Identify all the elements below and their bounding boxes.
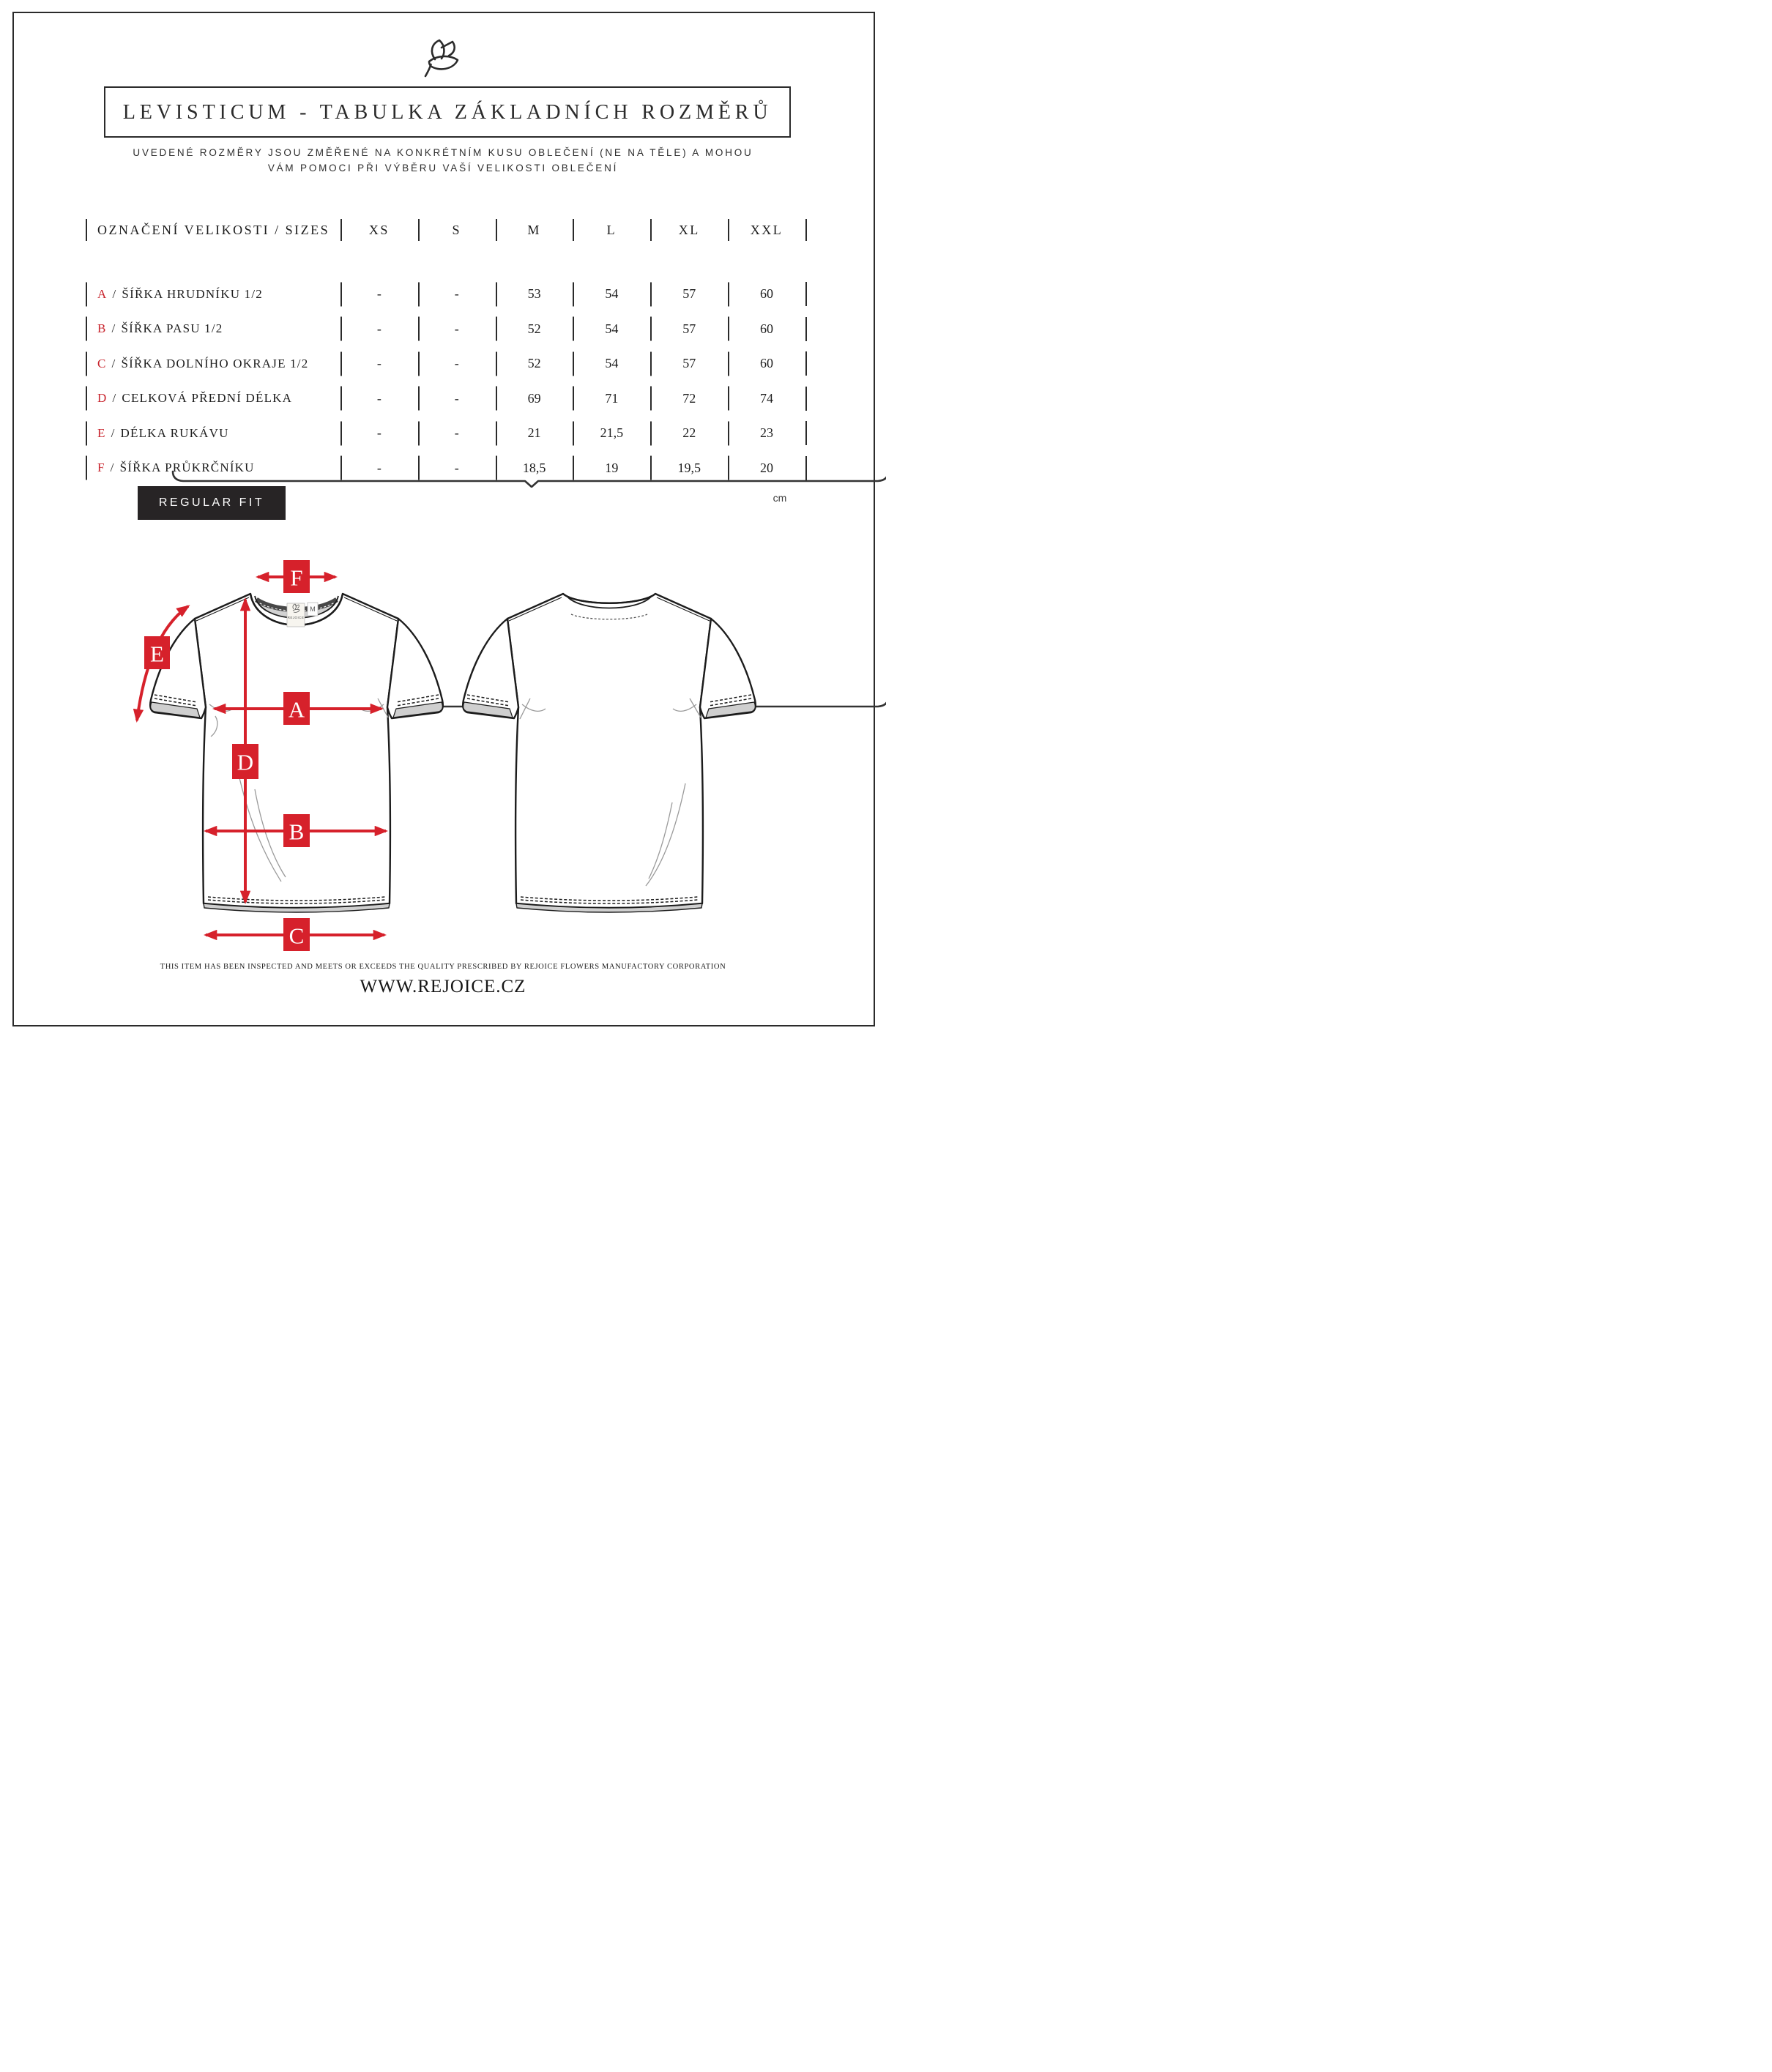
back-shirt xyxy=(463,594,756,912)
measure-value: 23 xyxy=(728,425,805,441)
table-row-a xyxy=(86,277,807,312)
measure-value: 57 xyxy=(650,356,728,371)
table-row-c xyxy=(86,346,807,381)
back-body xyxy=(507,594,711,908)
measure-value: 18,5 xyxy=(496,461,573,476)
measure-value: - xyxy=(418,356,496,371)
collar-brand-text: REJOICE xyxy=(287,616,305,619)
svg-text:D: D xyxy=(237,749,254,775)
collar-label xyxy=(287,603,305,627)
subtitle-line2: VÁM POMOCI PŘI VÝBĚRU VAŠÍ VELIKOSTI OBLEČENÍ xyxy=(267,163,619,174)
table-row-e xyxy=(86,416,807,451)
measure-value: - xyxy=(340,425,418,441)
measure-value: 21,5 xyxy=(573,425,650,441)
measure-value: 52 xyxy=(496,356,573,371)
page-title: LEVISTICUM - TABULKA ZÁKLADNÍCH ROZMĚRŮ xyxy=(122,100,773,124)
size-chart-page xyxy=(0,0,886,1036)
measure-label: F / ŠÍŘKA PRŮKRČNÍKU xyxy=(86,461,340,475)
measure-value: 69 xyxy=(496,391,573,406)
size-column-l: L xyxy=(573,223,650,238)
measure-value: 53 xyxy=(496,286,573,302)
measure-value: 71 xyxy=(573,391,650,406)
measure-value: 22 xyxy=(650,425,728,441)
measure-label: C / ŠÍŘKA DOLNÍHO OKRAJE 1/2 xyxy=(86,357,340,371)
sizes-header-label: OZNAČENÍ VELIKOSTI / SIZES xyxy=(86,223,340,238)
measure-value: 74 xyxy=(728,391,805,406)
table-row-f xyxy=(86,451,807,486)
measure-label: D / CELKOVÁ PŘEDNÍ DÉLKA xyxy=(86,391,340,406)
table-row-d xyxy=(86,381,807,417)
measure-value: 60 xyxy=(728,286,805,302)
measure-value: 57 xyxy=(650,286,728,302)
measure-label: B / ŠÍŘKA PASU 1/2 xyxy=(86,321,340,336)
measure-value: 72 xyxy=(650,391,728,406)
svg-text:A: A xyxy=(288,696,305,723)
measure-value: - xyxy=(418,321,496,337)
measure-label: E / DÉLKA RUKÁVU xyxy=(86,426,340,441)
page-subtitle xyxy=(77,145,809,176)
size-column-xs: XS xyxy=(340,223,418,238)
svg-text:B: B xyxy=(288,819,305,845)
flower-logo-icon xyxy=(422,38,465,79)
size-table xyxy=(86,215,807,475)
front-body xyxy=(195,594,398,908)
tshirt-diagram xyxy=(0,542,886,966)
measure-value: - xyxy=(340,391,418,406)
size-column-xl: XL xyxy=(650,223,728,238)
measure-value: - xyxy=(418,425,496,441)
measure-value: 60 xyxy=(728,356,805,371)
measure-value: 20 xyxy=(728,461,805,476)
website-text: WWW.REJOICE.CZ xyxy=(360,977,526,996)
size-table-header-row xyxy=(86,215,807,245)
measure-value: - xyxy=(418,391,496,406)
measure-value: - xyxy=(418,286,496,302)
measure-value: 19 xyxy=(573,461,650,476)
measure-value: - xyxy=(418,461,496,476)
measure-value: 52 xyxy=(496,321,573,337)
measure-value: - xyxy=(340,286,418,302)
unit-label: cm xyxy=(773,492,787,504)
measure-value: - xyxy=(340,321,418,337)
regular-fit-badge: REGULAR FIT xyxy=(138,486,286,520)
measure-value: 57 xyxy=(650,321,728,337)
measure-value: 54 xyxy=(573,286,650,302)
measure-value: 19,5 xyxy=(650,461,728,476)
measure-value: 54 xyxy=(573,321,650,337)
size-column-s: S xyxy=(418,223,496,238)
title-box xyxy=(104,86,791,138)
measure-value: - xyxy=(340,356,418,371)
svg-text:F: F xyxy=(290,564,303,591)
measure-value: 60 xyxy=(728,321,805,337)
collar-size-text: M xyxy=(310,605,316,613)
table-row-b xyxy=(86,312,807,347)
svg-text:C: C xyxy=(288,923,305,949)
measure-label: A / ŠÍŘKA HRUDNÍKU 1/2 xyxy=(86,287,340,302)
front-shirt xyxy=(150,594,443,912)
quality-note: THIS ITEM HAS BEEN INSPECTED AND MEETS OR EXCEEDS THE QUALITY PRESCRIBED BY REJOICE FLOWERS MANUFACTORY CORPORATION xyxy=(160,962,726,971)
measure-value: 54 xyxy=(573,356,650,371)
subtitle-line1: UVEDENÉ ROZMĚRY JSOU ZMĚŘENÉ NA KONKRÉTNÍM KUSU OBLEČENÍ (NE NA TĚLE) A MOHOU xyxy=(133,147,753,158)
size-column-m: M xyxy=(496,223,573,238)
svg-text:E: E xyxy=(150,641,164,667)
measure-value: - xyxy=(340,461,418,476)
measure-value: 21 xyxy=(496,425,573,441)
size-column-xxl: XXL xyxy=(728,223,805,238)
size-table-rows xyxy=(86,277,807,485)
